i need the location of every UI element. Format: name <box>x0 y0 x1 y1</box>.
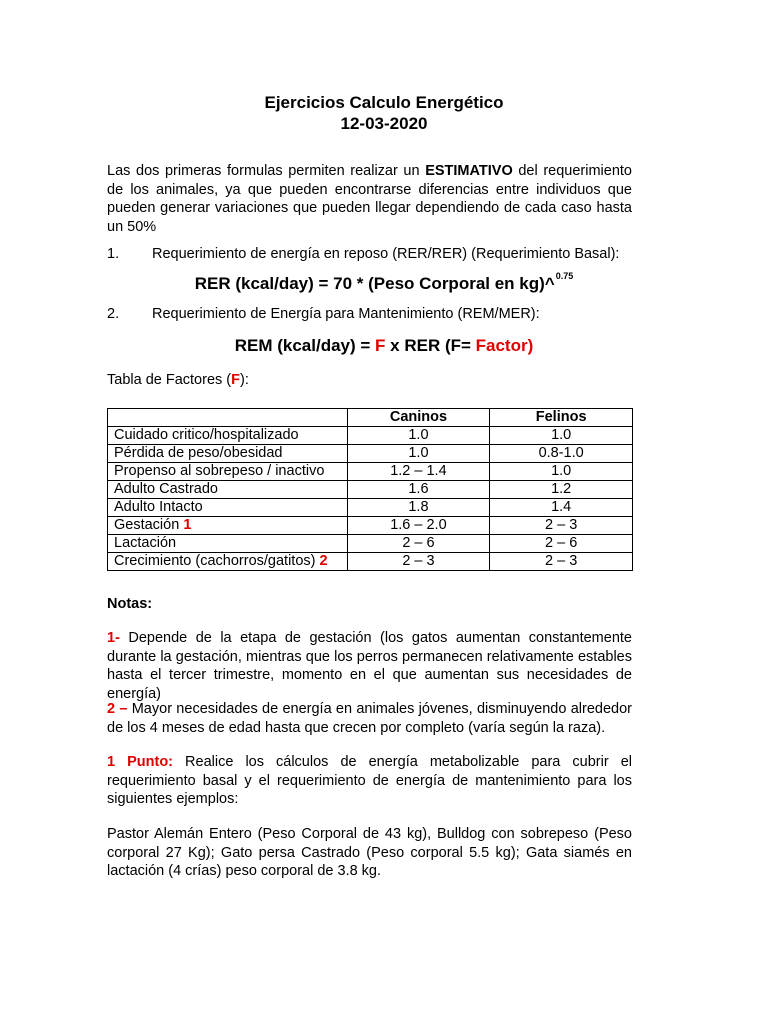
row-label <box>108 553 348 571</box>
table-row <box>108 499 633 517</box>
notes-heading: Notas: <box>107 596 153 612</box>
exercise-examples: Pastor Alemán Entero (Peso Corporal de 43 kg), Bulldog con sobrepeso (Peso corporal 27 Kg); Gato persa Castrado (Peso corporal 5.5 kg); Gata siamés en lactación (4 crías) peso corporal de 3.8 kg. <box>107 826 632 879</box>
caption-before: Tabla de Factores ( <box>107 372 232 388</box>
cell-caninos: 2 – 6 <box>347 535 490 553</box>
rem-formula-part2: x RER (F= <box>385 336 476 355</box>
caption-f: F <box>231 372 240 388</box>
item-number: 2. <box>107 306 120 322</box>
header-felinos: Felinos <box>490 409 633 427</box>
cell-felinos: 2 – 3 <box>490 553 633 571</box>
note-1 <box>107 629 632 703</box>
row-label-text: Gestación <box>114 517 184 533</box>
row-label <box>108 427 348 445</box>
cell-felinos: 1.4 <box>490 499 633 517</box>
item-number: 1. <box>107 246 120 262</box>
cell-caninos: 1.8 <box>347 499 490 517</box>
table-caption <box>107 372 249 388</box>
row-label <box>108 517 348 535</box>
intro-paragraph <box>107 162 632 236</box>
row-label-text: Crecimiento (cachorros/gatitos) <box>114 553 320 569</box>
caption-after: ): <box>239 372 249 388</box>
cell-caninos: 1.0 <box>347 427 490 445</box>
cell-felinos: 2 – 3 <box>490 517 633 535</box>
table-row <box>108 517 633 535</box>
intro-emphasis: ESTIMATIVO <box>425 163 513 179</box>
row-label-text: Cuidado critico/hospitalizado <box>114 427 299 443</box>
row-label <box>108 463 348 481</box>
row-label <box>108 481 348 499</box>
rer-formula-exponent: 0.75 <box>555 271 574 281</box>
table-row <box>108 481 633 499</box>
cell-caninos: 2 – 3 <box>347 553 490 571</box>
note-1-marker: 1- <box>107 630 120 646</box>
exercise-text: Realice los cálculos de energía metabolizable para cubrir el requerimiento basal y el requerimiento de energía de mantenimiento para los siguientes ejemplos: <box>107 754 632 807</box>
cell-felinos: 0.8-1.0 <box>490 445 633 463</box>
rem-formula-part1: REM (kcal/day) = <box>234 336 376 355</box>
table-row <box>108 463 633 481</box>
rer-formula <box>0 271 768 294</box>
note-1-text: Depende de la etapa de gestación (los gatos aumentan constantemente durante la gestación, mientras que los perros permanecen relativamente estables hasta el tercer trimestre, momento en el que aumentan sus necesidades de energía) <box>107 630 632 702</box>
table-row <box>108 535 633 553</box>
exercise-instructions <box>107 753 632 809</box>
row-label-text: Adulto Intacto <box>114 499 203 515</box>
cell-caninos: 1.6 – 2.0 <box>347 517 490 535</box>
exercise-marker: 1 Punto: <box>107 754 174 770</box>
row-marker: 2 <box>319 553 328 569</box>
row-label <box>108 445 348 463</box>
title-date: 12-03-2020 <box>340 114 428 133</box>
table-row <box>108 445 633 463</box>
row-label-text: Lactación <box>114 535 177 551</box>
item-text: Requerimiento de energía en reposo (RER/RER) (Requerimiento Basal): <box>152 246 620 262</box>
cell-caninos: 1.0 <box>347 445 490 463</box>
table-row <box>108 427 633 445</box>
title-text: Ejercicios Calculo Energético <box>264 93 504 112</box>
cell-felinos: 1.0 <box>490 427 633 445</box>
rem-formula-f: F <box>375 336 386 355</box>
document-title <box>0 92 768 134</box>
cell-caninos: 1.2 – 1.4 <box>347 463 490 481</box>
cell-felinos: 1.0 <box>490 463 633 481</box>
row-label <box>108 535 348 553</box>
row-label <box>108 499 348 517</box>
row-label-text: Propenso al sobrepeso / inactivo <box>114 463 325 479</box>
table-row <box>108 553 633 571</box>
row-marker: 1 <box>183 517 192 533</box>
cell-felinos: 1.2 <box>490 481 633 499</box>
note-2-marker: 2 – <box>107 701 128 717</box>
header-empty <box>108 409 348 427</box>
intro-text-after: del requerimiento de los animales, ya que pueden encontrarse diferencias entre individuos que pueden generar variaciones que pueden llegar dependiendo de cada caso hasta un 50% <box>107 163 632 235</box>
header-caninos: Caninos <box>347 409 490 427</box>
rem-formula <box>0 336 768 356</box>
table-header-row <box>108 409 633 427</box>
cell-caninos: 1.6 <box>347 481 490 499</box>
note-2-text: Mayor necesidades de energía en animales jóvenes, disminuyendo alrededor de los 4 meses de edad hasta que crecen por completo (varía según la raza). <box>107 701 632 736</box>
intro-text-before: Las dos primeras formulas permiten realizar un <box>107 163 426 179</box>
note-2 <box>107 700 632 737</box>
rer-formula-text: RER (kcal/day) = 70 * (Peso Corporal en kg)^ <box>194 274 555 293</box>
item-text: Requerimiento de Energía para Mantenimiento (REM/MER): <box>152 306 540 322</box>
factors-table <box>107 408 633 571</box>
row-label-text: Adulto Castrado <box>114 481 218 497</box>
row-label-text: Pérdida de peso/obesidad <box>114 445 283 461</box>
rem-formula-factor: Factor) <box>475 336 534 355</box>
cell-felinos: 2 – 6 <box>490 535 633 553</box>
